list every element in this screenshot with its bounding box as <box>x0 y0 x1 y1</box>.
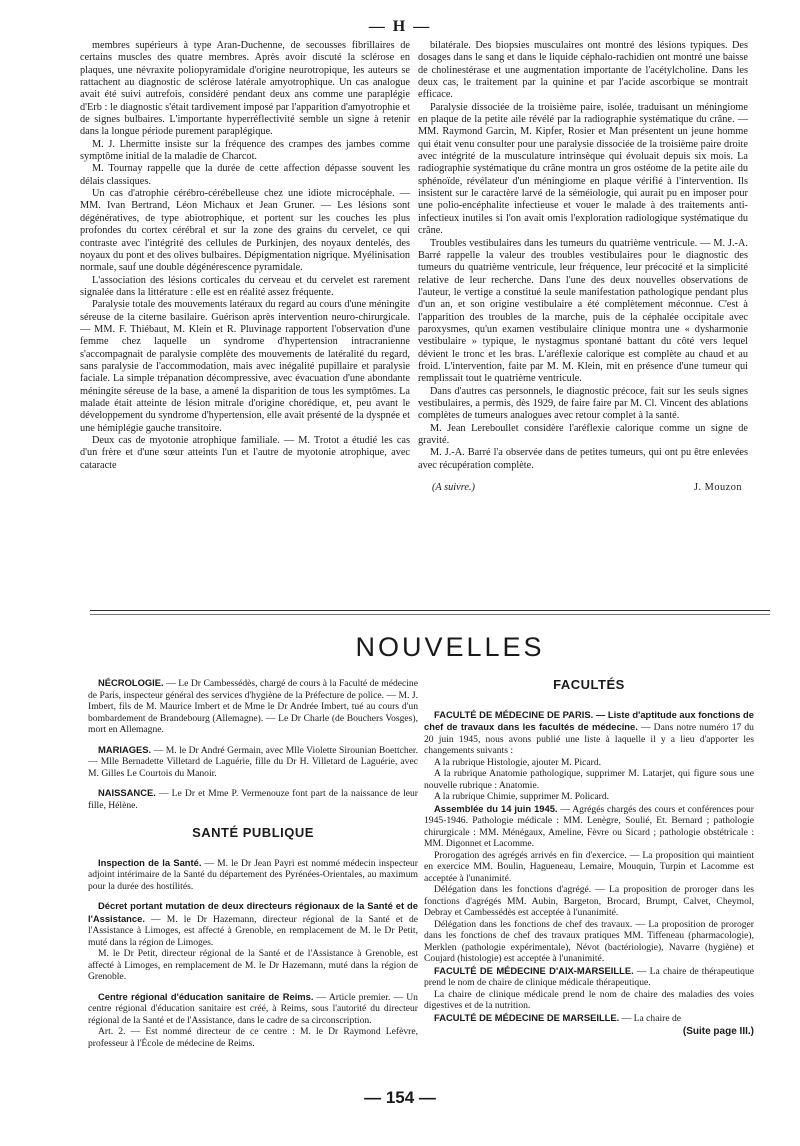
news-item-lead: Décret portant mutation de deux directeurs régionaux de la Santé et de l'Assistance. <box>88 900 418 924</box>
separator-rule-secondary <box>90 614 770 615</box>
article-left-column <box>80 40 410 472</box>
news-item <box>424 884 754 919</box>
news-item <box>424 768 754 791</box>
news-item-text: — Le Dr et Mme P. Vermenouze font part de la naissance de leur fille, Hélène. <box>88 788 418 811</box>
article-paragraph: membres supérieurs à type Aran-Duchenne, de secousses fibrillaires de certains muscles des quatre membres. Après avoir discuté la sclérose en plaques, une névraxite poliopyramidale d'origine neurotropique, les auteurs se rattachent au diagnostic de sclérose latérale amyotrophique. Un cas analogue avait été suivi autrefois, considéré pendant deux ans comme une paraplégie d'Erb : le diagnostic s'était tardivement imposé par l'apparition d'amyotrophie et de signes bulbaires. L'importante hyperréflectivité semble un signe à retenir dans la longue période purement paraplégique. <box>80 40 410 138</box>
article-paragraph: M. J.-A. Barré l'a observée dans de petites tumeurs, qui ont pu être enlevées avec récupération complète. <box>418 447 748 471</box>
news-item <box>88 857 418 893</box>
news-item-text: Prorogation des agrégés arrivés en fin d'exercice. — La proposition qui maintient en exercice MM. Boulin, Hagueneau, Lemaire, Mouquin, Turpin et Lacomme est acceptée à l'unanimité. <box>424 849 754 884</box>
news-item <box>424 850 754 885</box>
news-item <box>424 709 754 757</box>
article-paragraph: Un cas d'atrophie cérébro-cérébelleuse chez une idiote microcéphale. — MM. Ivan Bertrand, Léon Michaux et Jean Gruner. — Les lésions sont dégénératives, de type abiotrophique, et portent sur les couches les plus profondes du cortex cérébral et sur la zone des grains du cervelet, ce qui contraste avec l'intégrité des cellules de Purkinjen, des noyaux dentelés, des noyaux du pont et des olives bulbaires. Dépigmentation nigrique. Myélinisation normale, sauf une double dégénérescence pyramidale. <box>80 188 410 274</box>
news-item <box>88 948 418 983</box>
news-item <box>88 677 418 736</box>
news-item <box>424 1012 754 1025</box>
news-item-text: — Article premier. — Un centre régional d'éducation sanitaire est créé, à Reims, sous l'autorité du directeur régional de la Santé et de l'Assistance, dans le cadre de sa circonscription. <box>88 991 418 1026</box>
author-name: J. Mouzon <box>694 482 742 494</box>
news-item-text: — Agrégés chargés des cours et conférences pour 1945-1946. Pathologie médicale : MM. Lenègre, Soulié, Et. Bernard ; pathologie chirurgicale : MM. Ménégaux, Ameline, Fèvre ou Sicard ; pathologie obstétricale : MM. Digonnet et Lacomme. <box>424 803 754 849</box>
news-item-text: A la rubrique Chimie, supprimer M. Policard. <box>434 791 610 802</box>
news-item-text: A la rubrique Anatomie pathologique, supprimer M. Latarjet, qui figure sous une nouvelle rubrique : Anatomie. <box>424 768 754 791</box>
news-item-text: — Le Dr Cambessédès, chargé de cours à la Faculté de médecine de Paris, inspecteur général des services d'hygiène de la Préfecture de police. — M. J. Imbert, fils de M. Maurice Imbert et de Mme le Dr Andrée Imbert, tué au cours d'un bombardement de Brandebourg (Allemagne). — Le Dr Charle (de Bouchers Vosges), mort en Allemagne. <box>88 678 418 735</box>
news-item-lead: FACULTÉ DE MÉDECINE DE PARIS. — Liste d'aptitude aux fonctions de chef de travaux dans les facultés de médecine. <box>424 708 754 732</box>
news-item-lead: Inspection de la Santé. <box>98 856 202 868</box>
news-item-text: La chaire de clinique médicale prend le nom de chaire des maladies des voies digestives et de la nutrition. <box>424 988 754 1011</box>
article-right-column <box>418 40 748 494</box>
news-item-text: — La chaire de <box>619 1012 682 1024</box>
news-item <box>88 787 418 811</box>
separator-rule <box>90 610 770 611</box>
news-item-lead: MARIAGES. <box>98 743 152 755</box>
news-item-text: Délégation dans les fonctions de chef des travaux. — La proposition de proroger dans les fonctions de chef des travaux pratiques MM. Tiffeneau (pharmacologie), Merklen (pathologie expérimentale), Névot (bactériologie), Navarre (hygiène) et Coujard (histologie) est acceptée à l'unanimité. <box>424 918 754 964</box>
article-paragraph: Dans d'autres cas personnels, le diagnostic précoce, fait sur les seuls signes vestibulaires, a permis, dès 1929, de faire faire par M. Cl. Vincent des ablations complètes de tumeurs analogues avec retour complet à la santé. <box>418 385 748 422</box>
article-paragraph: L'association des lésions corticales du cerveau et du cervelet est rarement signalée dans la littérature : elle est en réalité assez fréquente. <box>80 274 410 298</box>
article-paragraph: M. Jean Lereboullet considère l'aréflexie calorique comme un signe de gravité. <box>418 422 748 446</box>
article-paragraph: Troubles vestibulaires dans les tumeurs du quatrième ventricule. — M. J.-A. Barré rappelle la valeur des troubles vestibulaires pour le diagnostic des tumeurs du quatrième ventricule, leur fréquence, leur précocité et la simplicité relative de leur recherche. Dans l'une des deux nouvelles observations de l'auteur, le vertige a constitué la seule manifestation pathologique pendant plus d'un an, et son origine vestibulaire a été complètement méconnue. C'est à l'apparition des troubles de la marche, puis de la céphalée occipitale avec paroxysmes, qu'un examen vestibulaire clinique montra une « dysharmonie vestibulaire » typique, le nystagmus spontané battant du côté vers lequel dévient le tronc et les bras. L'aréflexie calorique est complète au chaud et au froid. L'intervention, faite par M. M. Klein, mit en présence d'une tumeur qui remplissait tout le quatrième ventricule. <box>418 237 748 385</box>
news-item-lead: FACULTÉ DE MÉDECINE DE MARSEILLE. <box>434 1011 620 1023</box>
news-item-text: Art. 2. — Est nommé directeur de ce centre : M. le Dr Raymond Lefèvre, professeur à l'École de médecine de Reims. <box>88 1026 418 1049</box>
news-right-column <box>424 677 754 1038</box>
news-item-lead: Centre régional d'éducation sanitaire de Reims. <box>98 990 314 1002</box>
news-title: NOUVELLES <box>355 632 545 662</box>
news-item-text: — M. le Dr Hazemann, directeur régional de la Santé et de l'Assistance à Limoges, est affecté à Grenoble, en remplacement de M. le Dr Petit, muté dans la région de Limoges. <box>88 913 418 948</box>
page-number: — 154 — <box>364 1088 436 1107</box>
article-paragraph: bilatérale. Des biopsies musculaires ont montré des lésions typiques. Des dosages dans le sang et dans le liquide céphalo-rachidien ont montré une baisse de cholinestérase et une augmentation importante de l'acétylcholine. Dans les deux cas, le traitement par la quinine et par l'acide ascorbique se montrait efficace. <box>418 40 748 101</box>
news-item <box>424 791 754 803</box>
news-item-lead: NAISSANCE. <box>98 787 156 798</box>
news-item <box>88 900 418 948</box>
news-item <box>88 744 418 780</box>
article-signature <box>418 482 748 494</box>
article-paragraph: Deux cas de myotonie atrophique familiale. — M. Trotot a étudié les cas d'un frère et d'une sœur atteints l'un et l'autre de myotonie atrophique, avec cataracte <box>80 435 410 471</box>
news-item <box>88 991 418 1027</box>
article-paragraph: Paralysie dissociée de la troisième paire, isolée, traduisant un méningiome en plaque de la petite aile révélé par la radiographie systématique du crâne. — MM. Raymond Garcin, M. Kipfer, Rosier et Man présentent un jeune homme qui était venu consulter pour une paralysie dissociée de la troisième paire droite avec intégrité de la musculature intrinsèque qui évoluait depuis six mois. La radiographie systématique du crâne montra un gros ostéome de la petite aile du sphénoïde, révélateur d'un méningiome en plaque vérifié à l'intervention. Ils insistent sur le caractère larvé de la séméiologie, qui aurait pu en imposer pour une polio-encéphalite infectieuse et vouer le malade à des traitements anti-infectieux inutiles si l'on avait omis l'exploration radiologique systématique du crâne. <box>418 101 748 237</box>
suite-note: (Suite page III.) <box>682 1026 754 1037</box>
news-item <box>424 803 754 850</box>
news-item-text: — La chaire de thérapeutique prend le nom de chaire de clinique médicale thérapeutique. <box>424 965 755 988</box>
continued-note: (A suivre.) <box>432 482 475 494</box>
sante-heading: SANTÉ PUBLIQUE <box>192 825 314 840</box>
facultes-heading: FACULTÉS <box>553 677 625 692</box>
news-left-column <box>88 677 418 1049</box>
article-paragraph: M. Tournay rappelle que la durée de cette affection dépasse souvent les délais classiques. <box>80 163 410 187</box>
news-item-lead: Assemblée du 14 juin 1945. <box>434 802 558 814</box>
article-paragraph: Paralysie totale des mouvements latéraux du regard au cours d'une méningite séreuse de la citerne basilaire. Guérison après intervention neuro-chirurgicale. — MM. F. Thiébaut, M. Klein et R. Pluvinage rapportent l'observation d'une femme chez laquelle un syndrome d'hypertension intracranienne s'accompagnait de paralysie complète des mouvements de latéralité du regard, sans paralysie de l'accommodation, mais avec inégalité pupillaire et paralysie faciale. La simple trépanation décompressive, avec évacuation d'une abondante méningite séreuse de la base, a amené la disparition de tous les symptômes. La malade était atteinte de lésion mitrale d'origine chorédique, et, peu avant le développement du syndrome d'hypertension, elle avait présenté de la dyspnée et une hémiplégie gauche transitoire. <box>80 299 410 434</box>
news-item-text: M. le Dr Petit, directeur régional de la Santé et de l'Assistance à Grenoble, est affecté à Limoges, en remplacement de M. le Dr Hazemann, muté dans la région de Grenoble. <box>88 948 418 982</box>
news-item-lead: NÉCROLOGIE. <box>98 677 164 688</box>
news-item-text: Délégation dans les fonctions d'agrégé. — La proposition de proroger dans les fonctions d'agrégés MM. Aubin, Bargeton, Brocard, Brumpt, Calvet, Cheymol, Debray et Cambessédès est acceptée à l'unanimité. <box>424 884 754 918</box>
news-item-text: A la rubrique Histologie, ajouter M. Picard. <box>434 756 602 768</box>
news-item-lead: FACULTÉ DE MÉDECINE D'AIX-MARSEILLE. <box>434 964 634 976</box>
news-item <box>424 965 754 989</box>
news-item-text: — M. le Dr André Germain, avec Mlle Violette Sirounian Boettcher. — Mlle Bernadette Villetard de Laguérie, fille du Dr H. Villetard de Laguérie, avec M. Gilles Le Courtois du Manoir. <box>88 744 418 779</box>
news-item <box>424 757 754 769</box>
article-paragraph: M. J. Lhermitte insiste sur la fréquence des crampes des jambes comme symptôme initial de la maladie de Charcot. <box>80 138 410 163</box>
news-item-text: — M. le Dr Jean Payri est nommé médecin inspecteur adjoint intérimaire de la Santé du département des Pyrénées-Orientales, au maximum pour la durée des hostilités. <box>88 857 418 892</box>
news-item <box>424 989 754 1012</box>
page-mark: — H — <box>368 18 432 35</box>
news-item <box>424 919 754 965</box>
news-item <box>88 1026 418 1049</box>
news-item-text: — Dans notre numéro 17 du 20 juin 1945, nous avons publié une liste à laquelle il y a lieu d'apporter les changements suivants : <box>424 722 754 756</box>
